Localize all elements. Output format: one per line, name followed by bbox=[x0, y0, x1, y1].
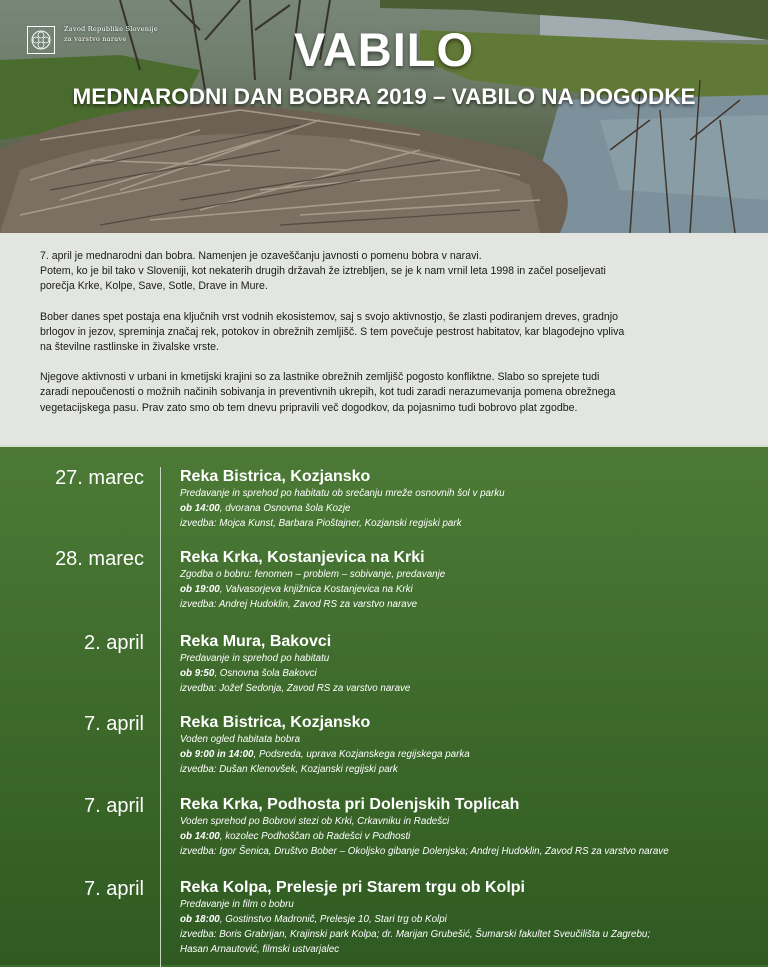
performer-label: izvedba: bbox=[180, 764, 217, 775]
event-description: Predavanje in sprehod po habitatu ob srečanju mreže osnovnih šol v parku bbox=[180, 488, 505, 499]
event-place: , Podsreda, uprava Kozjanskega regijskega parka bbox=[253, 749, 470, 760]
event-date: 27. marec bbox=[55, 467, 144, 489]
event-time: ob 9:50 bbox=[180, 668, 215, 679]
performer-label: izvedba: bbox=[180, 929, 217, 940]
event-performers bbox=[180, 681, 760, 696]
org-name-line1: Zavod Republike Slovenije bbox=[64, 25, 158, 33]
hero-banner bbox=[0, 0, 768, 233]
performer-names: Jožef Sedonja, Zavod RS za varstvo narave bbox=[216, 683, 411, 694]
intro-line: 7. april je mednarodni dan bobra. Namenjen je ozaveščanju javnosti o pomenu bobra v naravi. bbox=[40, 250, 482, 262]
intro-paragraph-3 bbox=[40, 370, 730, 416]
event-date: 7. april bbox=[83, 713, 144, 735]
event-performers bbox=[180, 516, 760, 531]
event-title: Reka Mura, Bakovci bbox=[180, 633, 332, 650]
event-time: ob 14:00 bbox=[180, 503, 220, 514]
event-title: Reka Krka, Kostanjevica na Krki bbox=[180, 549, 425, 566]
page-title: VABILO bbox=[293, 23, 475, 76]
event-place: , Valvasorjeva knjižnica Kostanjevica na Krki bbox=[219, 584, 413, 595]
intro-paragraph-1 bbox=[40, 249, 730, 295]
performer-label: izvedba: bbox=[180, 683, 217, 694]
intro-paragraph-2 bbox=[40, 310, 730, 356]
event-time-place bbox=[180, 582, 760, 597]
event-performers bbox=[180, 844, 760, 859]
performer-label: izvedba: bbox=[180, 599, 217, 610]
event-performers bbox=[180, 927, 760, 942]
event-title: Reka Kolpa, Prelesje pri Starem trgu ob Kolpi bbox=[180, 879, 525, 896]
performer-label: izvedba: bbox=[180, 846, 217, 857]
event-place: , kozolec Podhoščan ob Radešci v Podhosti bbox=[219, 831, 411, 842]
event-date: 28. marec bbox=[55, 548, 144, 570]
event-time: ob 19:00 bbox=[180, 584, 220, 595]
intro-section bbox=[0, 233, 768, 445]
intro-line: zaradi nepoučenosti o možnih načinih sobivanja in preventivnih ukrepih, kot tudi zaradi nerazumevanja pomena obrežnega bbox=[40, 386, 616, 399]
event-time-place bbox=[180, 912, 760, 927]
intro-line: Potem, ko je bil tako v Sloveniji, kot nekaterih drugih državah že iztrebljen, se je k nam vrnil leta 1998 in začel poseljevati bbox=[40, 265, 606, 278]
events-divider bbox=[160, 467, 161, 967]
org-name-line2: za varstvo narave bbox=[64, 35, 127, 43]
event-time: ob 18:00 bbox=[180, 914, 220, 925]
intro-line: Njegove aktivnosti v urbani in kmetijski krajini so za lastnike obrežnih zemljišč pogosto konfliktne. Slabo so sprejete tudi bbox=[40, 371, 600, 384]
page-subtitle: MEDNARODNI DAN BOBRA 2019 – VABILO NA DOGODKE bbox=[72, 84, 696, 109]
intro-line: porečja Krke, Kolpe, Save, Sotle, Drave in Mure. bbox=[40, 280, 268, 293]
event-time-place bbox=[180, 666, 760, 681]
intro-line: na številne rastlinske in živalske vrste. bbox=[40, 341, 219, 354]
event-date: 7. april bbox=[83, 795, 144, 817]
performer-label: izvedba: bbox=[180, 518, 217, 529]
intro-line: Bober danes spet postaja ena ključnih vrst vodnih ekosistemov, saj s svojo aktivnostjo, še zlasti podiranjem dreves, gradnjo bbox=[40, 310, 619, 323]
event-time: ob 9:00 in 14:00 bbox=[180, 749, 254, 760]
performer-names: Andrej Hudoklin, Zavod RS za varstvo narave bbox=[216, 599, 418, 610]
performer-names: Boris Grabrijan, Krajinski park Kolpa; dr. Marijan Grubešić, Šumarski fakultet Sveučilišta u Zagrebu; bbox=[216, 929, 651, 940]
event-place: , Gostinstvo Madronič, Prelesje 10, Stari trg ob Kolpi bbox=[219, 914, 447, 925]
event-time-place bbox=[180, 501, 760, 516]
event-title: Reka Bistrica, Kozjansko bbox=[180, 714, 371, 731]
intro-line: brlogov in jezov, spreminja značaj rek, potokov in obrežnih zemljišč. S tem povečuje pestrost habitatov, kar blagodejno vpliva bbox=[40, 325, 625, 338]
event-date: 7. april bbox=[83, 878, 144, 900]
performer-names: Dušan Klenovšek, Kozjanski regijski park bbox=[216, 764, 398, 775]
events-section bbox=[0, 445, 768, 965]
event-time-place bbox=[180, 747, 760, 762]
event-description: Voden ogled habitata bobra bbox=[180, 734, 301, 745]
performer-names: Igor Šenica, Društvo Bober – Okoljsko gibanje Dolenjska; Andrej Hudoklin, Zavod RS za varstvo narave bbox=[216, 846, 669, 857]
event-performers bbox=[180, 597, 760, 612]
event-performers bbox=[180, 762, 760, 777]
event-place: , Osnovna šola Bakovci bbox=[214, 668, 317, 679]
performer-names: Mojca Kunst, Barbara Pioštajner, Kozjanski regijski park bbox=[216, 518, 462, 529]
event-title: Reka Bistrica, Kozjansko bbox=[180, 468, 371, 485]
event-description: Zgodba o bobru: fenomen – problem – sobivanje, predavanje bbox=[180, 569, 446, 580]
intro-line: vegetacijskega pasu. Prav zato smo ob tem dnevu pripravili več dogodkov, da pojasnimo tudi bobrovo plat zgodbe. bbox=[40, 401, 578, 414]
event-performers-continued: Hasan Arnautović, filmski ustvarjalec bbox=[180, 944, 340, 955]
event-time: ob 14:00 bbox=[180, 831, 220, 842]
event-place: , dvorana Osnovna šola Kozje bbox=[219, 503, 351, 514]
event-title: Reka Krka, Podhosta pri Dolenjskih Toplicah bbox=[180, 796, 520, 813]
event-description: Predavanje in film o bobru bbox=[180, 899, 294, 910]
event-time-place bbox=[180, 829, 760, 844]
event-description: Predavanje in sprehod po habitatu bbox=[180, 653, 330, 664]
event-date: 2. april bbox=[83, 632, 144, 654]
event-description: Voden sprehod po Bobrovi stezi ob Krki, Crkavniku in Radešci bbox=[180, 816, 450, 827]
